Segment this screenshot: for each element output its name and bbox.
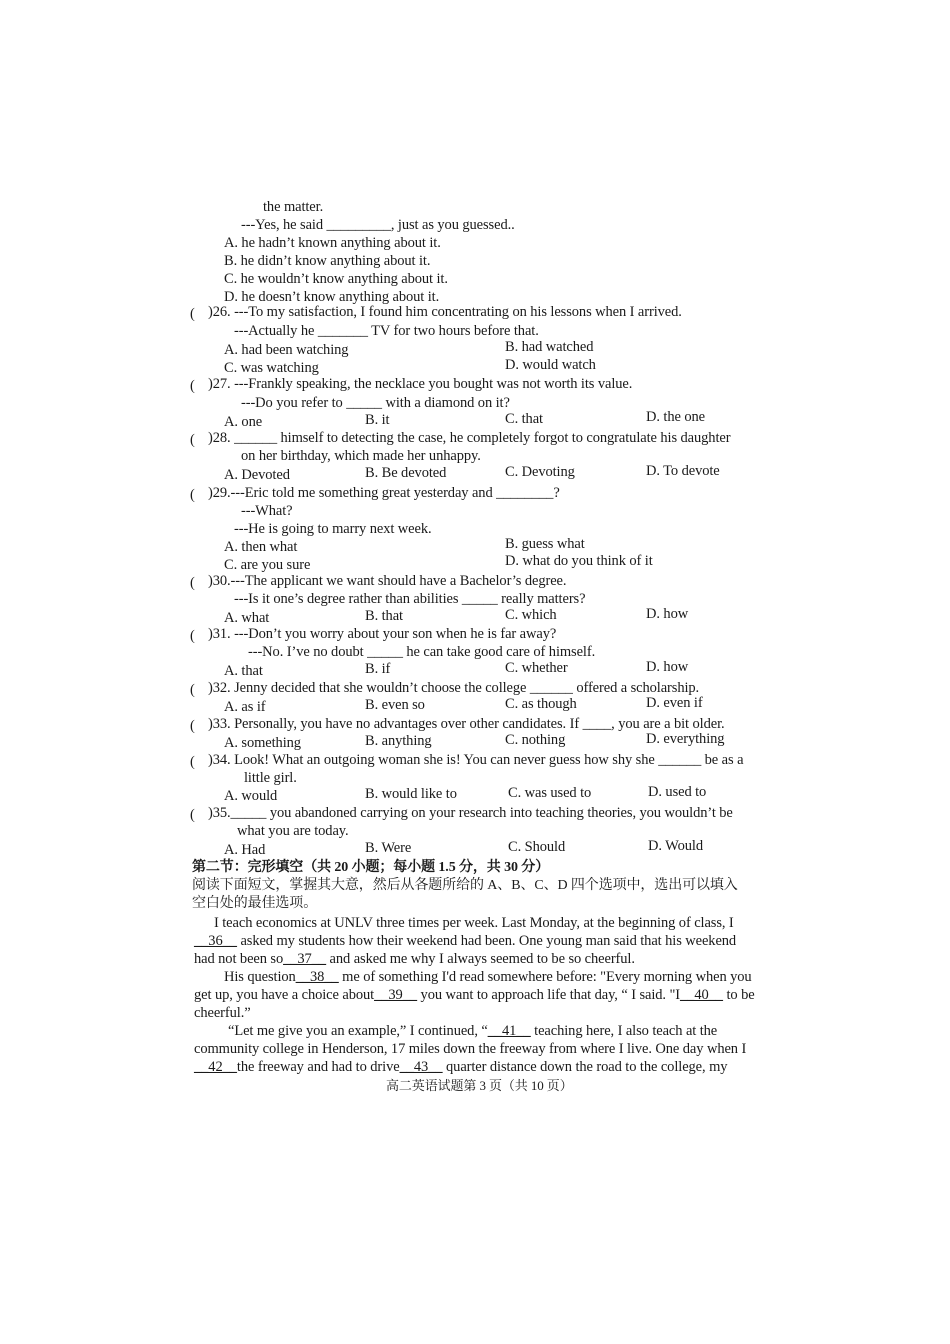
- q31-option-b: B. if: [365, 661, 391, 677]
- answer-paren: (: [190, 628, 195, 644]
- q26-stem: )26. ---To my satisfaction, I found him concentrating on his lessons when I arrived.: [208, 304, 682, 320]
- q34-option-c: C. was used to: [508, 785, 592, 801]
- passage-line: [194, 950, 635, 968]
- passage-line: [224, 968, 752, 986]
- q32-stem: )32. Jenny decided that she wouldn’t choose the college ______ offered a scholarship.: [208, 680, 700, 696]
- q32-option-b: B. even so: [365, 697, 425, 713]
- passage-line: community college in Henderson, 17 miles down the freeway from where I live. One day when I: [194, 1041, 747, 1057]
- blank-43: __43__: [399, 1059, 443, 1075]
- answer-paren: (: [190, 487, 195, 503]
- passage-line: I teach economics at UNLV three times per week. Last Monday, at the beginning of class, I: [214, 915, 734, 931]
- q29-option-b: B. guess what: [505, 536, 585, 552]
- q27-stem: )27. ---Frankly speaking, the necklace you bought was not worth its value.: [208, 376, 633, 392]
- q29-option-c: C. are you sure: [224, 557, 311, 573]
- passage-text: “Let me give you an example,” I continued, “: [228, 1023, 488, 1039]
- q28-option-d: D. To devote: [646, 463, 720, 479]
- answer-paren: (: [190, 575, 195, 591]
- q25-line: the matter.: [263, 199, 324, 215]
- blank-37: __37__: [283, 951, 327, 967]
- q26-line2: ---Actually he _______ TV for two hours before that.: [234, 323, 539, 339]
- q26-option-b: B. had watched: [505, 339, 594, 355]
- passage-line: [194, 1058, 727, 1076]
- q27-option-b: B. it: [365, 412, 390, 428]
- q34-option-b: B. would like to: [365, 786, 457, 802]
- q27-option-a: A. one: [224, 414, 263, 430]
- q35-option-a: A. Had: [224, 842, 266, 858]
- q34-option-a: A. would: [224, 788, 278, 804]
- q28-line2: on her birthday, which made her unhappy.: [241, 448, 481, 464]
- section-instructions: 阅读下面短文，掌握其大意，然后从各题所给的 A、B、C、D 四个选项中，选出可以填入: [192, 878, 738, 893]
- q29-line2: ---What?: [241, 503, 293, 519]
- q27-line2: ---Do you refer to _____ with a diamond on it?: [241, 395, 510, 411]
- q31-option-c: C. whether: [505, 660, 568, 676]
- q31-option-a: A. that: [224, 663, 263, 679]
- passage-text: me of something I'd read somewhere before: "Every morning when you: [342, 969, 752, 985]
- q26-option-a: A. had been watching: [224, 342, 349, 358]
- q25-option-d: D. he doesn’t know anything about it.: [224, 289, 440, 305]
- q33-stem: )33. Personally, you have no advantages over other candidates. If ____, you are a bit older.: [208, 716, 725, 732]
- q29-option-a: A. then what: [224, 539, 298, 555]
- passage-text: to be: [726, 987, 755, 1003]
- passage-text: teaching here, I also teach at the: [534, 1023, 718, 1039]
- q26-option-d: D. would watch: [505, 357, 596, 373]
- answer-paren: (: [190, 718, 195, 734]
- q33-option-b: B. anything: [365, 733, 432, 749]
- blank-40: __40__: [680, 987, 723, 1003]
- passage-text: the freeway and had to drive: [236, 1059, 400, 1075]
- passage-text: had not been so: [194, 951, 284, 967]
- q33-option-d: D. everything: [646, 731, 725, 747]
- q25-option-b: B. he didn’t know anything about it.: [224, 253, 431, 269]
- q29-option-d: D. what do you think of it: [505, 553, 653, 569]
- q31-stem: )31. ---Don’t you worry about your son when he is far away?: [208, 626, 557, 642]
- blank-42: __42__: [194, 1059, 237, 1075]
- q35-option-d: D. Would: [648, 838, 703, 854]
- passage-text: His question: [224, 969, 296, 985]
- q32-option-a: A. as if: [224, 699, 266, 715]
- q35-line2: what you are today.: [237, 823, 349, 839]
- passage-line: [194, 932, 736, 950]
- q30-stem: )30.---The applicant we want should have a Bachelor’s degree.: [208, 573, 567, 589]
- answer-paren: (: [190, 306, 195, 322]
- blank-41: __41__: [487, 1023, 531, 1039]
- passage-line: cheerful.”: [194, 1005, 251, 1021]
- q28-option-a: A. Devoted: [224, 467, 290, 483]
- q25-option-c: C. he wouldn’t know anything about it.: [224, 271, 448, 287]
- passage-text: asked my students how their weekend had been. One young man said that his weekend: [240, 933, 737, 949]
- blank-39: __39__: [374, 987, 418, 1003]
- passage-text: you want to approach life that day, “ I said. "I: [420, 987, 681, 1003]
- q30-option-c: C. which: [505, 607, 557, 623]
- q28-option-b: B. Be devoted: [365, 465, 447, 481]
- q34-stem: )34. Look! What an outgoing woman she is! You can never guess how shy she ______ be as a: [208, 752, 744, 768]
- passage-line: [228, 1022, 717, 1040]
- answer-paren: (: [190, 432, 195, 448]
- q27-option-c: C. that: [505, 411, 543, 427]
- passage-line: [194, 986, 755, 1004]
- q32-option-d: D. even if: [646, 695, 703, 711]
- q34-line2: little girl.: [244, 770, 297, 786]
- q31-line2: ---No. I’ve no doubt _____ he can take good care of himself.: [248, 644, 596, 660]
- q33-option-c: C. nothing: [505, 732, 566, 748]
- section-instructions-cont: 空白处的最佳选项。: [192, 896, 318, 911]
- q26-option-c: C. was watching: [224, 360, 319, 376]
- q34-option-d: D. used to: [648, 784, 707, 800]
- q29-stem: )29.---Eric told me something great yesterday and ________?: [208, 485, 560, 501]
- q29-line3: ---He is going to marry next week.: [234, 521, 432, 537]
- q35-option-c: C. Should: [508, 839, 566, 855]
- q30-option-d: D. how: [646, 606, 689, 622]
- q30-option-b: B. that: [365, 608, 403, 624]
- q27-option-d: D. the one: [646, 409, 705, 425]
- answer-paren: (: [190, 682, 195, 698]
- page-footer: 高二英语试题第 3 页（共 10 页）: [386, 1078, 573, 1093]
- section-heading: 第二节：完形填空（共 20 小题；每小题 1.5 分，共 30 分）: [192, 860, 550, 875]
- q25-option-a: A. he hadn’t known anything about it.: [224, 235, 441, 251]
- answer-paren: (: [190, 378, 195, 394]
- q35-stem: )35._____ you abandoned carrying on your research into teaching theories, you wouldn’t be: [208, 805, 733, 821]
- passage-text: and asked me why I always seemed to be so cheerful.: [329, 951, 635, 967]
- q35-option-b: B. Were: [365, 840, 412, 856]
- passage-text: quarter distance down the road to the college, my: [446, 1059, 728, 1075]
- blank-38: __38__: [295, 969, 339, 985]
- q28-option-c: C. Devoting: [505, 464, 575, 480]
- q25-answer-line: ---Yes, he said _________, just as you guessed..: [241, 217, 515, 233]
- q32-option-c: C. as though: [505, 696, 577, 712]
- answer-paren: (: [190, 807, 195, 823]
- passage-text: get up, you have a choice about: [194, 987, 375, 1003]
- q30-option-a: A. what: [224, 610, 270, 626]
- answer-paren: (: [190, 754, 195, 770]
- q31-option-d: D. how: [646, 659, 689, 675]
- q28-stem: )28. ______ himself to detecting the case, he completely forgot to congratulate his daughter: [208, 430, 731, 446]
- q33-option-a: A. something: [224, 735, 301, 751]
- q30-line2: ---Is it one’s degree rather than abilities _____ really matters?: [234, 591, 586, 607]
- blank-36: __36__: [194, 933, 237, 949]
